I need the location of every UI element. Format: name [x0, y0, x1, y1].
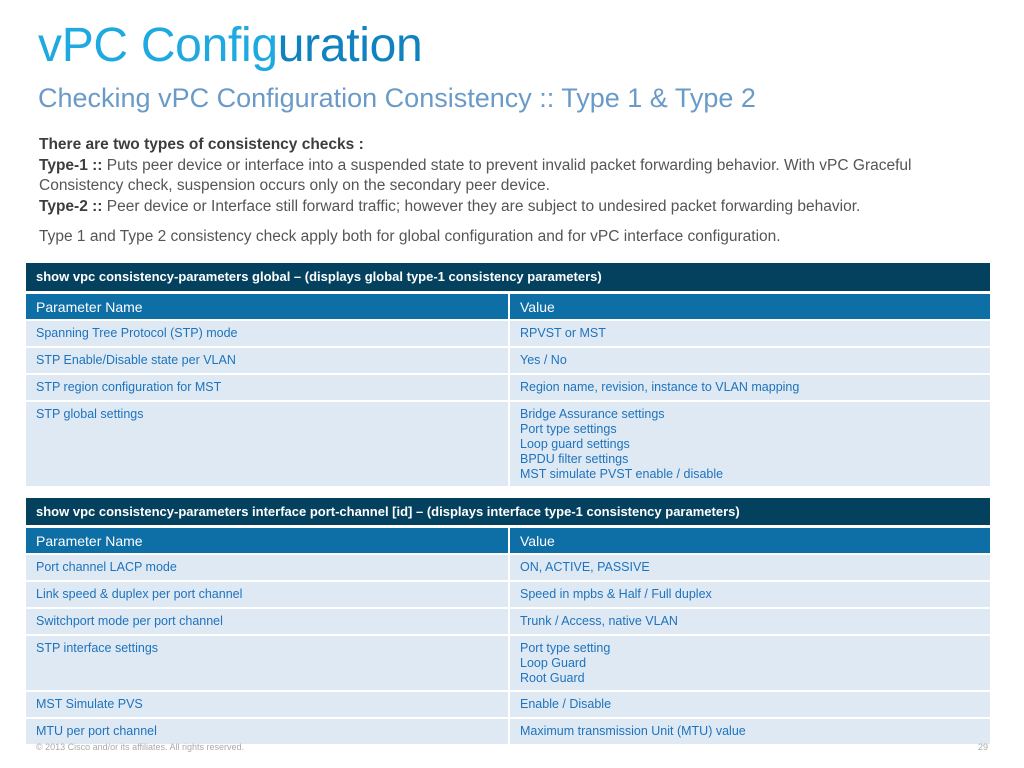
- value-line: Root Guard: [520, 671, 585, 685]
- parameter-name-cell: STP region configuration for MST: [26, 374, 509, 401]
- value-line: Port type settings: [520, 422, 617, 436]
- value-cell: [509, 554, 990, 581]
- parameter-name-cell: Switchport mode per port channel: [26, 608, 509, 635]
- value-line: Loop guard settings: [520, 437, 630, 451]
- slide-subtitle: Checking vPC Configuration Consistency :: Type 1 & Type 2: [38, 83, 756, 113]
- value-line: ON, ACTIVE, PASSIVE: [520, 560, 650, 574]
- intro-heading: There are two types of consistency checks :: [39, 136, 364, 153]
- table-row: [26, 718, 990, 744]
- value-line: Speed in mpbs & Half / Full duplex: [520, 587, 712, 601]
- type1-text: Puts peer device or interface into a suspended state to prevent invalid packet forwarding behavior. With vPC Graceful Consistency check, suspension occurs only on the secondary peer device.: [39, 156, 912, 194]
- value-line: Enable / Disable: [520, 697, 612, 711]
- value-cell: [509, 635, 990, 691]
- global-table: [26, 294, 990, 486]
- column-header-value: Value: [509, 294, 990, 320]
- global-table-body: [26, 320, 990, 486]
- value-cell: [509, 320, 990, 347]
- interface-parameters-table: [26, 498, 990, 744]
- type2-paragraph: [39, 197, 999, 218]
- value-cell: [509, 401, 990, 486]
- value-cell: [509, 718, 990, 744]
- parameter-name-cell: MST Simulate PVS: [26, 691, 509, 718]
- table-row: [26, 374, 990, 401]
- table-row: [26, 581, 990, 608]
- value-line: Bridge Assurance settings: [520, 407, 665, 421]
- parameter-name-cell: Link speed & duplex per port channel: [26, 581, 509, 608]
- global-table-caption: show vpc consistency-parameters global – (displays global type-1 consistency parameters): [26, 263, 990, 294]
- column-header-parameter-name: Parameter Name: [26, 528, 509, 554]
- interface-table: [26, 528, 990, 744]
- parameter-name-cell: STP Enable/Disable state per VLAN: [26, 347, 509, 374]
- table-row: [26, 554, 990, 581]
- value-cell: [509, 581, 990, 608]
- value-line: BPDU filter settings: [520, 452, 629, 466]
- global-table-header-row: [26, 294, 990, 320]
- value-cell: [509, 691, 990, 718]
- parameter-name-cell: Spanning Tree Protocol (STP) mode: [26, 320, 509, 347]
- value-line: Loop Guard: [520, 656, 587, 670]
- value-cell: [509, 374, 990, 401]
- value-line: Maximum transmission Unit (MTU) value: [520, 724, 746, 738]
- value-line: RPVST or MST: [520, 326, 606, 340]
- value-line: MST simulate PVST enable / disable: [520, 467, 724, 481]
- type2-text: Peer device or Interface still forward traffic; however they are subject to undesired packet forwarding behavior.: [106, 197, 861, 215]
- interface-table-caption: show vpc consistency-parameters interface port-channel [id] – (displays interface type-1 consistency parameters): [26, 498, 990, 528]
- table-row: [26, 635, 990, 691]
- column-header-value: Value: [509, 528, 990, 554]
- value-line: Region name, revision, instance to VLAN mapping: [520, 380, 800, 394]
- page-number: 29: [977, 742, 988, 752]
- table-row: [26, 347, 990, 374]
- type1-paragraph: [39, 156, 999, 197]
- table-row: [26, 320, 990, 347]
- value-cell: [509, 347, 990, 374]
- slide-title: [38, 20, 422, 73]
- table-row: [26, 691, 990, 718]
- table-row: [26, 608, 990, 635]
- parameter-name-cell: STP global settings: [26, 401, 509, 486]
- global-parameters-table: [26, 263, 990, 486]
- value-line: Port type setting: [520, 641, 611, 655]
- interface-table-body: [26, 554, 990, 744]
- copyright-footer: © 2013 Cisco and/or its affiliates. All rights reserved.: [36, 742, 245, 752]
- parameter-name-cell: MTU per port channel: [26, 718, 509, 744]
- type2-label: Type-2 ::: [39, 197, 103, 215]
- value-line: Trunk / Access, native VLAN: [520, 614, 678, 628]
- parameter-name-cell: STP interface settings: [26, 635, 509, 691]
- value-line: Yes / No: [520, 353, 567, 367]
- intro-note: Type 1 and Type 2 consistency check apply both for global configuration and for vPC interface configuration.: [39, 228, 781, 245]
- intro-text-block: [39, 135, 999, 248]
- value-cell: [509, 608, 990, 635]
- type1-label: Type-1 ::: [39, 156, 103, 174]
- column-header-parameter-name: Parameter Name: [26, 294, 509, 320]
- interface-table-header-row: [26, 528, 990, 554]
- slide-title-part1: vPC Config: [38, 19, 278, 72]
- slide-title-part2: uration: [277, 19, 423, 72]
- table-row: [26, 401, 990, 486]
- parameter-name-cell: Port channel LACP mode: [26, 554, 509, 581]
